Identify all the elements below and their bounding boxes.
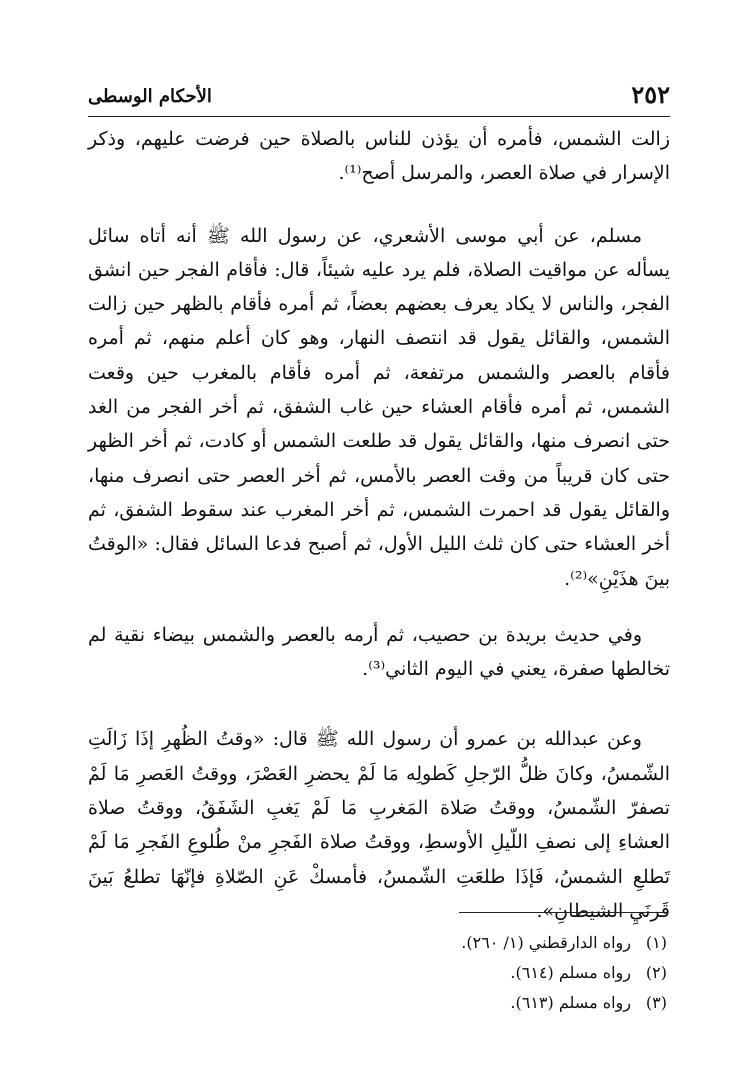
footnote — [85, 928, 667, 958]
footnote-text: رواه مسلم (٦١٤). — [510, 963, 631, 982]
paragraph-continuation: زالت الشمس، فأمره أن يؤذن للناس بالصلاة حين فرضت عليهم، وذكر الإسرار في صلاة العصر، والمرسل أصح⁽¹⁾. — [88, 128, 670, 185]
paragraph-hadith-buraydah: وفي حديث بريدة بن حصيب، ثم أرمه بالعصر والشمس بيضاء نقية لم تخالطها صفرة، يعني في اليوم الثاني⁽³⁾. — [88, 623, 670, 681]
footnote-text: رواه الدارقطني (١/ ٢٦٠). — [461, 933, 631, 952]
paragraph-hadith-abu-musa: مسلم، عن أبي موسى الأشعري، عن رسول الله ﷺ أنه أتاه سائل يسأله عن مواقيت الصلاة، فلم يرد عليه شيئاً، قال: فأقام الفجر حين انشق الفجر، والناس لا يكاد يعرف بعضهم بعضاً، ثم أمره فأقام بالظهر حين زالت الشمس، والقائل يقول قد انتصف النهار، وهو كان أعلم منهم، ثم أمره فأقام بالعصر والشمس مرتفعة، ثم أمره فأقام بالمغرب حين وقعت الشمس، ثم أمره فأقام العشاء حين غاب الشفق، ثم أخر الفجر من الغد حتى انصرف منها، والقائل يقول قد طلعت الشمس أو كادت، ثم أخر الظهر حتى كان قريباً من وقت العصر بالأمس، ثم أخر العصر حتى انصرف منها، والقائل يقول قد احمرت الشمس، ثم أخر المغرب عند سقوط الشفق، ثم أخر العشاء حتى كان ثلث الليل الأول، ثم أصبح فدعا السائل فقال: «الوقتُ بينَ هذَيْنِ»⁽²⁾. — [88, 224, 670, 590]
page-header — [88, 80, 670, 110]
footnote-rule — [459, 912, 667, 913]
paragraph-hadith-abdullah-ibn-amr: وعن عبدالله بن عمرو أن رسول الله ﷺ قال: «وقتُ الظُهرِ إذَا زَالَتِ الشّمسُ، وكانَ ظلُّ الرّجلِ كَطولِه مَا لَمْ يحضرِ العَصْرَ، ووقتُ العَصرِ مَا لَمْ تصفرّ الشّمسُ، ووقتُ صَلاة المَغربِ مَا لَمْ يَغبِ الشَفَقُ، ووقتُ صلاة العشاءِ إلى نصفِ اللّيلِ الأوسطِ، ووقتُ صلاة الفَجرِ منْ طُلوعِ الفَجرِ مَا لَمْ تَطلعِ الشمسُ، فَإذَا طلعَتِ الشّمسُ، فأمسكْ عَنِ الصّلاةِ فإنّهَا تطلعُ بَينَ قَرنَيِ الشيطانِ». — [88, 728, 670, 922]
main-text — [88, 122, 670, 928]
footnote-text: رواه مسلم (٦١٣). — [510, 993, 631, 1012]
footnote — [85, 958, 667, 988]
running-title: الأحكام الوسطى — [88, 86, 212, 107]
footnote-number: (٢) — [645, 963, 667, 982]
footnote-number: (٣) — [645, 993, 667, 1012]
footnote-number: (١) — [645, 933, 667, 952]
header-rule — [88, 116, 670, 117]
page-number: ٢٥٢ — [631, 80, 670, 109]
footnote — [85, 988, 667, 1018]
footnotes — [85, 928, 667, 1018]
